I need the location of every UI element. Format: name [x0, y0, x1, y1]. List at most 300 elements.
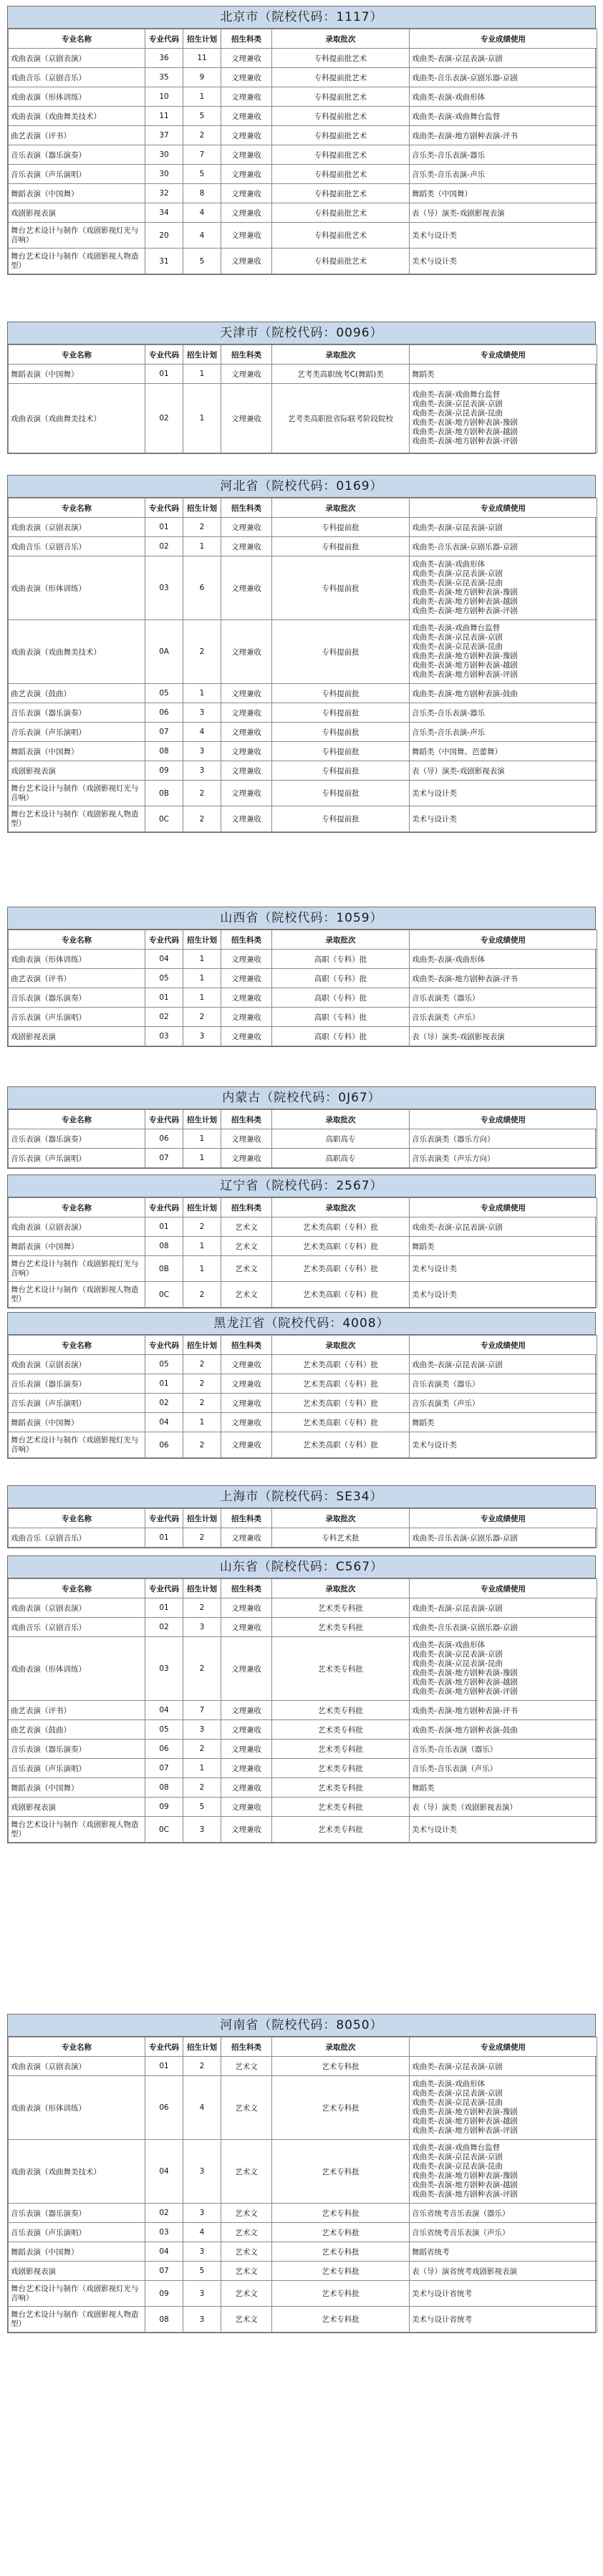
subject-type: 文理兼收 — [221, 1528, 272, 1548]
score-usage: 戏曲类-表演-京昆表演-京剧 — [410, 1355, 597, 1374]
major-code: 03 — [145, 2223, 183, 2242]
score-usage: 表（导）演类-戏剧影视表演 — [410, 761, 597, 781]
score-usage: 美术与设计类 — [410, 1256, 597, 1282]
major-name: 舞台艺术设计与制作（戏剧影视灯光与音响） — [9, 2281, 145, 2307]
major-code: 06 — [145, 703, 183, 723]
table-row — [9, 145, 597, 165]
table-row — [9, 2242, 597, 2262]
major-code: 37 — [145, 126, 183, 145]
table-row — [9, 556, 597, 620]
major-code: 05 — [145, 1355, 183, 1374]
province-section — [7, 6, 596, 275]
major-code: 09 — [145, 2281, 183, 2307]
major-code: 03 — [145, 1027, 183, 1046]
admission-batch: 艺术类专科批 — [272, 1778, 410, 1798]
major-code: 06 — [145, 2076, 183, 2140]
enroll-plan: 4 — [183, 723, 221, 742]
admission-batch: 专科提前批艺术 — [272, 145, 410, 165]
major-code: 10 — [145, 87, 183, 107]
enroll-plan: 2 — [183, 806, 221, 832]
table-row — [9, 1759, 597, 1778]
major-name: 戏剧影视表演 — [9, 2262, 145, 2281]
admission-batch: 高职（专科）批 — [272, 1027, 410, 1046]
score-usage: 美术与设计类 — [410, 1282, 597, 1308]
enroll-plan: 1 — [183, 384, 221, 453]
major-code: 08 — [145, 742, 183, 761]
subject-type: 艺术文 — [221, 2140, 272, 2204]
major-name: 戏曲表演（形体训练） — [9, 1637, 145, 1701]
major-name: 曲艺表演（评书） — [9, 1701, 145, 1720]
major-name: 戏曲表演（京剧表演） — [9, 1598, 145, 1618]
subject-type: 文理兼收 — [221, 969, 272, 988]
province-section — [7, 1555, 596, 1843]
admission-batch: 艺术类专科批 — [272, 1759, 410, 1778]
header-row — [9, 1509, 597, 1528]
enroll-plan: 3 — [183, 761, 221, 781]
column-header: 专业名称 — [9, 345, 145, 365]
enroll-plan: 2 — [183, 1598, 221, 1618]
major-code: 07 — [145, 2262, 183, 2281]
column-header: 招生计划 — [183, 1509, 221, 1528]
score-usage: 戏曲类-表演-地方剧种表演-评书 — [410, 1701, 597, 1720]
major-name: 音乐表演（声乐演唱） — [9, 1759, 145, 1778]
enroll-plan: 2 — [183, 1217, 221, 1237]
subject-type: 文理兼收 — [221, 703, 272, 723]
table-row — [9, 1374, 597, 1394]
table-row — [9, 723, 597, 742]
score-usage: 表（导）演类-戏剧影视表演 — [410, 203, 597, 223]
subject-type: 文理兼收 — [221, 1149, 272, 1168]
subject-type: 文理兼收 — [221, 761, 272, 781]
table-row — [9, 68, 597, 87]
admission-batch: 艺术类高职（专科）批 — [272, 1282, 410, 1308]
major-code: 05 — [145, 1720, 183, 1740]
table-row — [9, 703, 597, 723]
major-code: 03 — [145, 556, 183, 620]
table-row — [9, 1394, 597, 1413]
major-code: 06 — [145, 1740, 183, 1759]
admission-batch: 专科提前批 — [272, 781, 410, 806]
table-row — [9, 1149, 597, 1168]
column-header: 招生科类 — [221, 2037, 272, 2057]
major-code: 11 — [145, 107, 183, 126]
province-section — [7, 1086, 596, 1169]
column-header: 录取批次 — [272, 1509, 410, 1528]
table-row — [9, 1027, 597, 1046]
table-row — [9, 2262, 597, 2281]
major-name: 戏曲表演（京剧表演） — [9, 1217, 145, 1237]
major-name: 舞蹈表演（中国舞） — [9, 1237, 145, 1256]
subject-type: 艺术文 — [221, 2281, 272, 2307]
major-code: 08 — [145, 2307, 183, 2333]
column-header: 专业成绩使用 — [410, 1509, 597, 1528]
admission-batch: 专科提前批艺术 — [272, 184, 410, 203]
enroll-plan: 1 — [183, 537, 221, 556]
score-usage: 音乐表演类（器乐） — [410, 988, 597, 1008]
column-header: 专业代码 — [145, 1198, 183, 1217]
column-header: 专业名称 — [9, 1336, 145, 1355]
score-usage: 戏曲类-表演-京昆表演-京剧 — [410, 49, 597, 68]
column-header: 专业代码 — [145, 930, 183, 950]
major-code: 34 — [145, 203, 183, 223]
table-row — [9, 165, 597, 184]
major-name: 舞台艺术设计与制作（戏剧影视灯光与音响） — [9, 223, 145, 249]
enroll-plan: 1 — [183, 950, 221, 969]
score-usage: 舞蹈类（中国舞、芭蕾舞） — [410, 742, 597, 761]
table-row — [9, 384, 597, 453]
enroll-plan: 2 — [183, 518, 221, 537]
column-header: 招生科类 — [221, 345, 272, 365]
table-row — [9, 781, 597, 806]
section-title: 辽宁省（院校代码：2567） — [8, 1175, 595, 1197]
score-usage: 表（导）演类（戏剧影视表演） — [410, 1798, 597, 1817]
major-code: 09 — [145, 761, 183, 781]
column-header: 录取批次 — [272, 2037, 410, 2057]
enroll-plan: 3 — [183, 2307, 221, 2333]
column-header: 招生计划 — [183, 345, 221, 365]
table-row — [9, 49, 597, 68]
subject-type: 文理兼收 — [221, 1432, 272, 1458]
enroll-plan: 1 — [183, 988, 221, 1008]
enroll-plan: 1 — [183, 684, 221, 703]
major-code: 07 — [145, 1149, 183, 1168]
subject-type: 文理兼收 — [221, 556, 272, 620]
column-header: 招生计划 — [183, 1110, 221, 1129]
enroll-plan: 1 — [183, 1129, 221, 1149]
major-name: 舞蹈表演（中国舞） — [9, 1413, 145, 1432]
score-usage: 戏曲类-表演-戏曲形体 — [410, 950, 597, 969]
major-name: 音乐表演（声乐演唱） — [9, 2223, 145, 2242]
score-usage: 表（导）演省统考戏剧影视表演 — [410, 2262, 597, 2281]
major-code: 05 — [145, 969, 183, 988]
major-code: 02 — [145, 537, 183, 556]
score-usage: 美术与设计类 — [410, 223, 597, 249]
major-name: 舞蹈表演（中国舞） — [9, 2242, 145, 2262]
subject-type: 艺术文 — [221, 2307, 272, 2333]
column-header: 录取批次 — [272, 1579, 410, 1598]
major-name: 舞台艺术设计与制作（戏剧影视灯光与音响） — [9, 1256, 145, 1282]
major-code: 30 — [145, 165, 183, 184]
subject-type: 文理兼收 — [221, 1618, 272, 1637]
table-row — [9, 1701, 597, 1720]
subject-type: 文理兼收 — [221, 1374, 272, 1394]
subject-type: 文理兼收 — [221, 384, 272, 453]
header-row — [9, 498, 597, 518]
admission-batch: 艺术类高职（专科）批 — [272, 1413, 410, 1432]
enroll-plan: 1 — [183, 365, 221, 384]
major-code: 01 — [145, 518, 183, 537]
column-header: 专业代码 — [145, 345, 183, 365]
subject-type: 文理兼收 — [221, 249, 272, 274]
score-usage: 音乐类-音乐表演-器乐 — [410, 703, 597, 723]
table-row — [9, 249, 597, 274]
major-name: 音乐表演（器乐演奏） — [9, 1129, 145, 1149]
admission-batch: 艺术类专科批 — [272, 1618, 410, 1637]
column-header: 专业成绩使用 — [410, 498, 597, 518]
section-title: 山西省（院校代码：1059） — [8, 907, 595, 930]
column-header: 专业代码 — [145, 2037, 183, 2057]
subject-type: 文理兼收 — [221, 203, 272, 223]
section-title: 河北省（院校代码：0169） — [8, 476, 595, 498]
subject-type: 文理兼收 — [221, 49, 272, 68]
table-row — [9, 1637, 597, 1701]
score-usage: 戏曲类-表演-地方剧种表演-评书 — [410, 126, 597, 145]
enroll-plan: 5 — [183, 107, 221, 126]
column-header: 专业名称 — [9, 498, 145, 518]
table-row — [9, 2076, 597, 2140]
column-header: 录取批次 — [272, 1198, 410, 1217]
major-name: 戏曲表演（戏曲舞美技术） — [9, 107, 145, 126]
column-header: 专业名称 — [9, 1509, 145, 1528]
column-header: 专业代码 — [145, 1579, 183, 1598]
enroll-plan: 3 — [183, 1618, 221, 1637]
subject-type: 文理兼收 — [221, 723, 272, 742]
subject-type: 文理兼收 — [221, 988, 272, 1008]
major-code: 0B — [145, 1256, 183, 1282]
admission-batch: 高职（专科）批 — [272, 988, 410, 1008]
major-name: 舞台艺术设计与制作（戏剧影视人物造型） — [9, 249, 145, 274]
major-code: 08 — [145, 1778, 183, 1798]
subject-type: 文理兼收 — [221, 537, 272, 556]
score-usage: 舞蹈类 — [410, 1778, 597, 1798]
column-header: 专业名称 — [9, 29, 145, 49]
admission-batch: 艺术类专科批 — [272, 1701, 410, 1720]
table-row — [9, 1413, 597, 1432]
major-name: 曲艺表演（评书） — [9, 969, 145, 988]
plan-table — [8, 1197, 597, 1308]
column-header: 专业成绩使用 — [410, 345, 597, 365]
major-code: 31 — [145, 249, 183, 274]
admission-batch: 专科提前批艺术 — [272, 126, 410, 145]
enroll-plan: 1 — [183, 969, 221, 988]
subject-type: 文理兼收 — [221, 87, 272, 107]
subject-type: 文理兼收 — [221, 620, 272, 684]
admission-batch: 艺术类专科批 — [272, 1740, 410, 1759]
table-row — [9, 1720, 597, 1740]
column-header: 录取批次 — [272, 345, 410, 365]
major-code: 07 — [145, 723, 183, 742]
major-code: 35 — [145, 68, 183, 87]
score-usage: 戏曲类-表演-京昆表演-京剧 — [410, 2057, 597, 2076]
major-code: 32 — [145, 184, 183, 203]
admission-batch: 艺术类高职（专科）批 — [272, 1374, 410, 1394]
major-code: 01 — [145, 1598, 183, 1618]
subject-type: 文理兼收 — [221, 684, 272, 703]
admission-batch: 专科提前批艺术 — [272, 87, 410, 107]
admission-batch: 艺考类高职统考C(舞蹈)类 — [272, 365, 410, 384]
major-name: 舞蹈表演（中国舞） — [9, 742, 145, 761]
table-row — [9, 1528, 597, 1548]
major-name: 戏曲表演（京剧表演） — [9, 1355, 145, 1374]
enroll-plan: 4 — [183, 223, 221, 249]
major-code: 02 — [145, 1618, 183, 1637]
major-code: 0A — [145, 620, 183, 684]
subject-type: 文理兼收 — [221, 1637, 272, 1701]
enroll-plan: 2 — [183, 1355, 221, 1374]
enroll-plan: 8 — [183, 184, 221, 203]
admission-batch: 专科提前批艺术 — [272, 203, 410, 223]
enroll-plan: 4 — [183, 2223, 221, 2242]
column-header: 招生科类 — [221, 1110, 272, 1129]
table-row — [9, 988, 597, 1008]
admission-batch: 艺术专科批 — [272, 2140, 410, 2204]
column-header: 专业代码 — [145, 498, 183, 518]
major-name: 舞台艺术设计与制作（戏剧影视灯光与音响） — [9, 781, 145, 806]
score-usage: 音乐类-音乐表演-声乐 — [410, 165, 597, 184]
subject-type: 文理兼收 — [221, 223, 272, 249]
subject-type: 文理兼收 — [221, 1817, 272, 1843]
major-name: 戏曲表演（形体训练） — [9, 950, 145, 969]
table-row — [9, 1355, 597, 1374]
admission-batch: 艺术类专科批 — [272, 1598, 410, 1618]
admission-batch: 艺术类专科批 — [272, 1720, 410, 1740]
subject-type: 艺术文 — [221, 2223, 272, 2242]
section-title: 内蒙古（院校代码：0J67） — [8, 1087, 595, 1109]
major-code: 06 — [145, 1432, 183, 1458]
table-row — [9, 365, 597, 384]
score-usage: 戏曲类-音乐表演-京剧乐器-京剧 — [410, 1618, 597, 1637]
header-row — [9, 1110, 597, 1129]
subject-type: 文理兼收 — [221, 1720, 272, 1740]
score-usage: 音乐类-音乐表演-声乐 — [410, 723, 597, 742]
score-usage: 音乐表演类（器乐） — [410, 1374, 597, 1394]
admission-batch: 艺术类高职（专科）批 — [272, 1432, 410, 1458]
admission-batch: 专科艺术批 — [272, 1528, 410, 1548]
enroll-plan: 2 — [183, 1637, 221, 1701]
column-header: 专业名称 — [9, 1110, 145, 1129]
subject-type: 文理兼收 — [221, 518, 272, 537]
header-row — [9, 930, 597, 950]
major-code: 08 — [145, 1237, 183, 1256]
table-row — [9, 761, 597, 781]
table-row — [9, 1129, 597, 1149]
admission-batch: 艺考类高职批省际联考阶段院校 — [272, 384, 410, 453]
subject-type: 文理兼收 — [221, 1798, 272, 1817]
admission-batch: 艺术类专科批 — [272, 1798, 410, 1817]
score-usage: 音乐类-音乐表演（声乐） — [410, 1759, 597, 1778]
subject-type: 文理兼收 — [221, 1394, 272, 1413]
score-usage: 音乐表演类（声乐） — [410, 1008, 597, 1027]
enroll-plan: 1 — [183, 1413, 221, 1432]
enroll-plan: 2 — [183, 1374, 221, 1394]
score-usage: 美术与设计类 — [410, 806, 597, 832]
column-header: 招生计划 — [183, 498, 221, 518]
score-usage: 舞蹈类 — [410, 1413, 597, 1432]
major-name: 音乐表演（声乐演唱） — [9, 723, 145, 742]
admission-batch: 艺术专科批 — [272, 2057, 410, 2076]
enroll-plan: 2 — [183, 2057, 221, 2076]
major-name: 音乐表演（器乐演奏） — [9, 145, 145, 165]
province-section — [7, 1174, 596, 1308]
column-header: 专业名称 — [9, 1198, 145, 1217]
major-code: 06 — [145, 1129, 183, 1149]
table-row — [9, 2223, 597, 2242]
subject-type: 文理兼收 — [221, 1598, 272, 1618]
enroll-plan: 6 — [183, 556, 221, 620]
admission-batch: 艺术类高职（专科）批 — [272, 1355, 410, 1374]
table-row — [9, 537, 597, 556]
table-row — [9, 742, 597, 761]
major-name: 曲艺表演（评书） — [9, 126, 145, 145]
major-code: 0B — [145, 781, 183, 806]
column-header: 录取批次 — [272, 1336, 410, 1355]
enroll-plan: 1 — [183, 87, 221, 107]
major-name: 戏曲音乐（京剧音乐） — [9, 537, 145, 556]
province-section — [7, 322, 596, 454]
score-usage: 戏曲类-音乐表演-京剧乐器-京剧 — [410, 68, 597, 87]
header-row — [9, 1336, 597, 1355]
column-header: 专业成绩使用 — [410, 2037, 597, 2057]
admission-batch: 艺术类专科批 — [272, 1817, 410, 1843]
score-usage: 音乐省统考音乐表演（声乐） — [410, 2223, 597, 2242]
table-row — [9, 2307, 597, 2333]
score-usage: 美术与设计类 — [410, 1817, 597, 1843]
enroll-plan: 3 — [183, 2281, 221, 2307]
score-usage: 戏曲类-音乐表演-京剧乐器-京剧 — [410, 537, 597, 556]
score-usage: 戏曲类-表演-京昆表演-京剧 — [410, 1598, 597, 1618]
table-row — [9, 1237, 597, 1256]
major-name: 戏曲表演（戏曲舞美技术） — [9, 2140, 145, 2204]
score-usage: 舞蹈类 — [410, 1237, 597, 1256]
major-name: 戏曲表演（戏曲舞美技术） — [9, 384, 145, 453]
column-header: 招生科类 — [221, 1579, 272, 1598]
enroll-plan: 9 — [183, 68, 221, 87]
table-row — [9, 1618, 597, 1637]
subject-type: 文理兼收 — [221, 1355, 272, 1374]
subject-type: 艺术文 — [221, 1256, 272, 1282]
column-header: 招生计划 — [183, 930, 221, 950]
major-name: 曲艺表演（鼓曲） — [9, 684, 145, 703]
column-header: 招生计划 — [183, 1198, 221, 1217]
major-code: 05 — [145, 684, 183, 703]
score-usage: 音乐表演类（器乐方向） — [410, 1129, 597, 1149]
major-name: 戏曲音乐（京剧音乐） — [9, 68, 145, 87]
table-row — [9, 1740, 597, 1759]
subject-type: 文理兼收 — [221, 145, 272, 165]
column-header: 专业代码 — [145, 1509, 183, 1528]
column-header: 招生科类 — [221, 1509, 272, 1528]
major-code: 04 — [145, 1413, 183, 1432]
major-code: 01 — [145, 2057, 183, 2076]
admission-batch: 艺术专科批 — [272, 2262, 410, 2281]
enroll-plan: 1 — [183, 1237, 221, 1256]
major-code: 04 — [145, 2140, 183, 2204]
table-row — [9, 1798, 597, 1817]
section-title: 黑龙江省（院校代码：4008） — [8, 1313, 595, 1335]
admission-batch: 专科提前批 — [272, 518, 410, 537]
plan-table — [8, 1335, 597, 1458]
subject-type: 文理兼收 — [221, 950, 272, 969]
table-row — [9, 1282, 597, 1308]
enroll-plan: 3 — [183, 703, 221, 723]
table-row — [9, 518, 597, 537]
table-row — [9, 223, 597, 249]
column-header: 专业名称 — [9, 2037, 145, 2057]
table-row — [9, 203, 597, 223]
major-name: 戏曲表演（戏曲舞美技术） — [9, 620, 145, 684]
major-name: 戏曲音乐（京剧音乐） — [9, 1528, 145, 1548]
enroll-plan: 2 — [183, 1394, 221, 1413]
major-code: 20 — [145, 223, 183, 249]
major-name: 戏曲表演（京剧表演） — [9, 2057, 145, 2076]
table-row — [9, 184, 597, 203]
subject-type: 艺术文 — [221, 2242, 272, 2262]
enroll-plan: 3 — [183, 1817, 221, 1843]
score-usage: 表（导）演类-戏剧影视表演 — [410, 1027, 597, 1046]
table-row — [9, 2140, 597, 2204]
enroll-plan: 5 — [183, 1798, 221, 1817]
score-usage: 美术与设计类 — [410, 1432, 597, 1458]
